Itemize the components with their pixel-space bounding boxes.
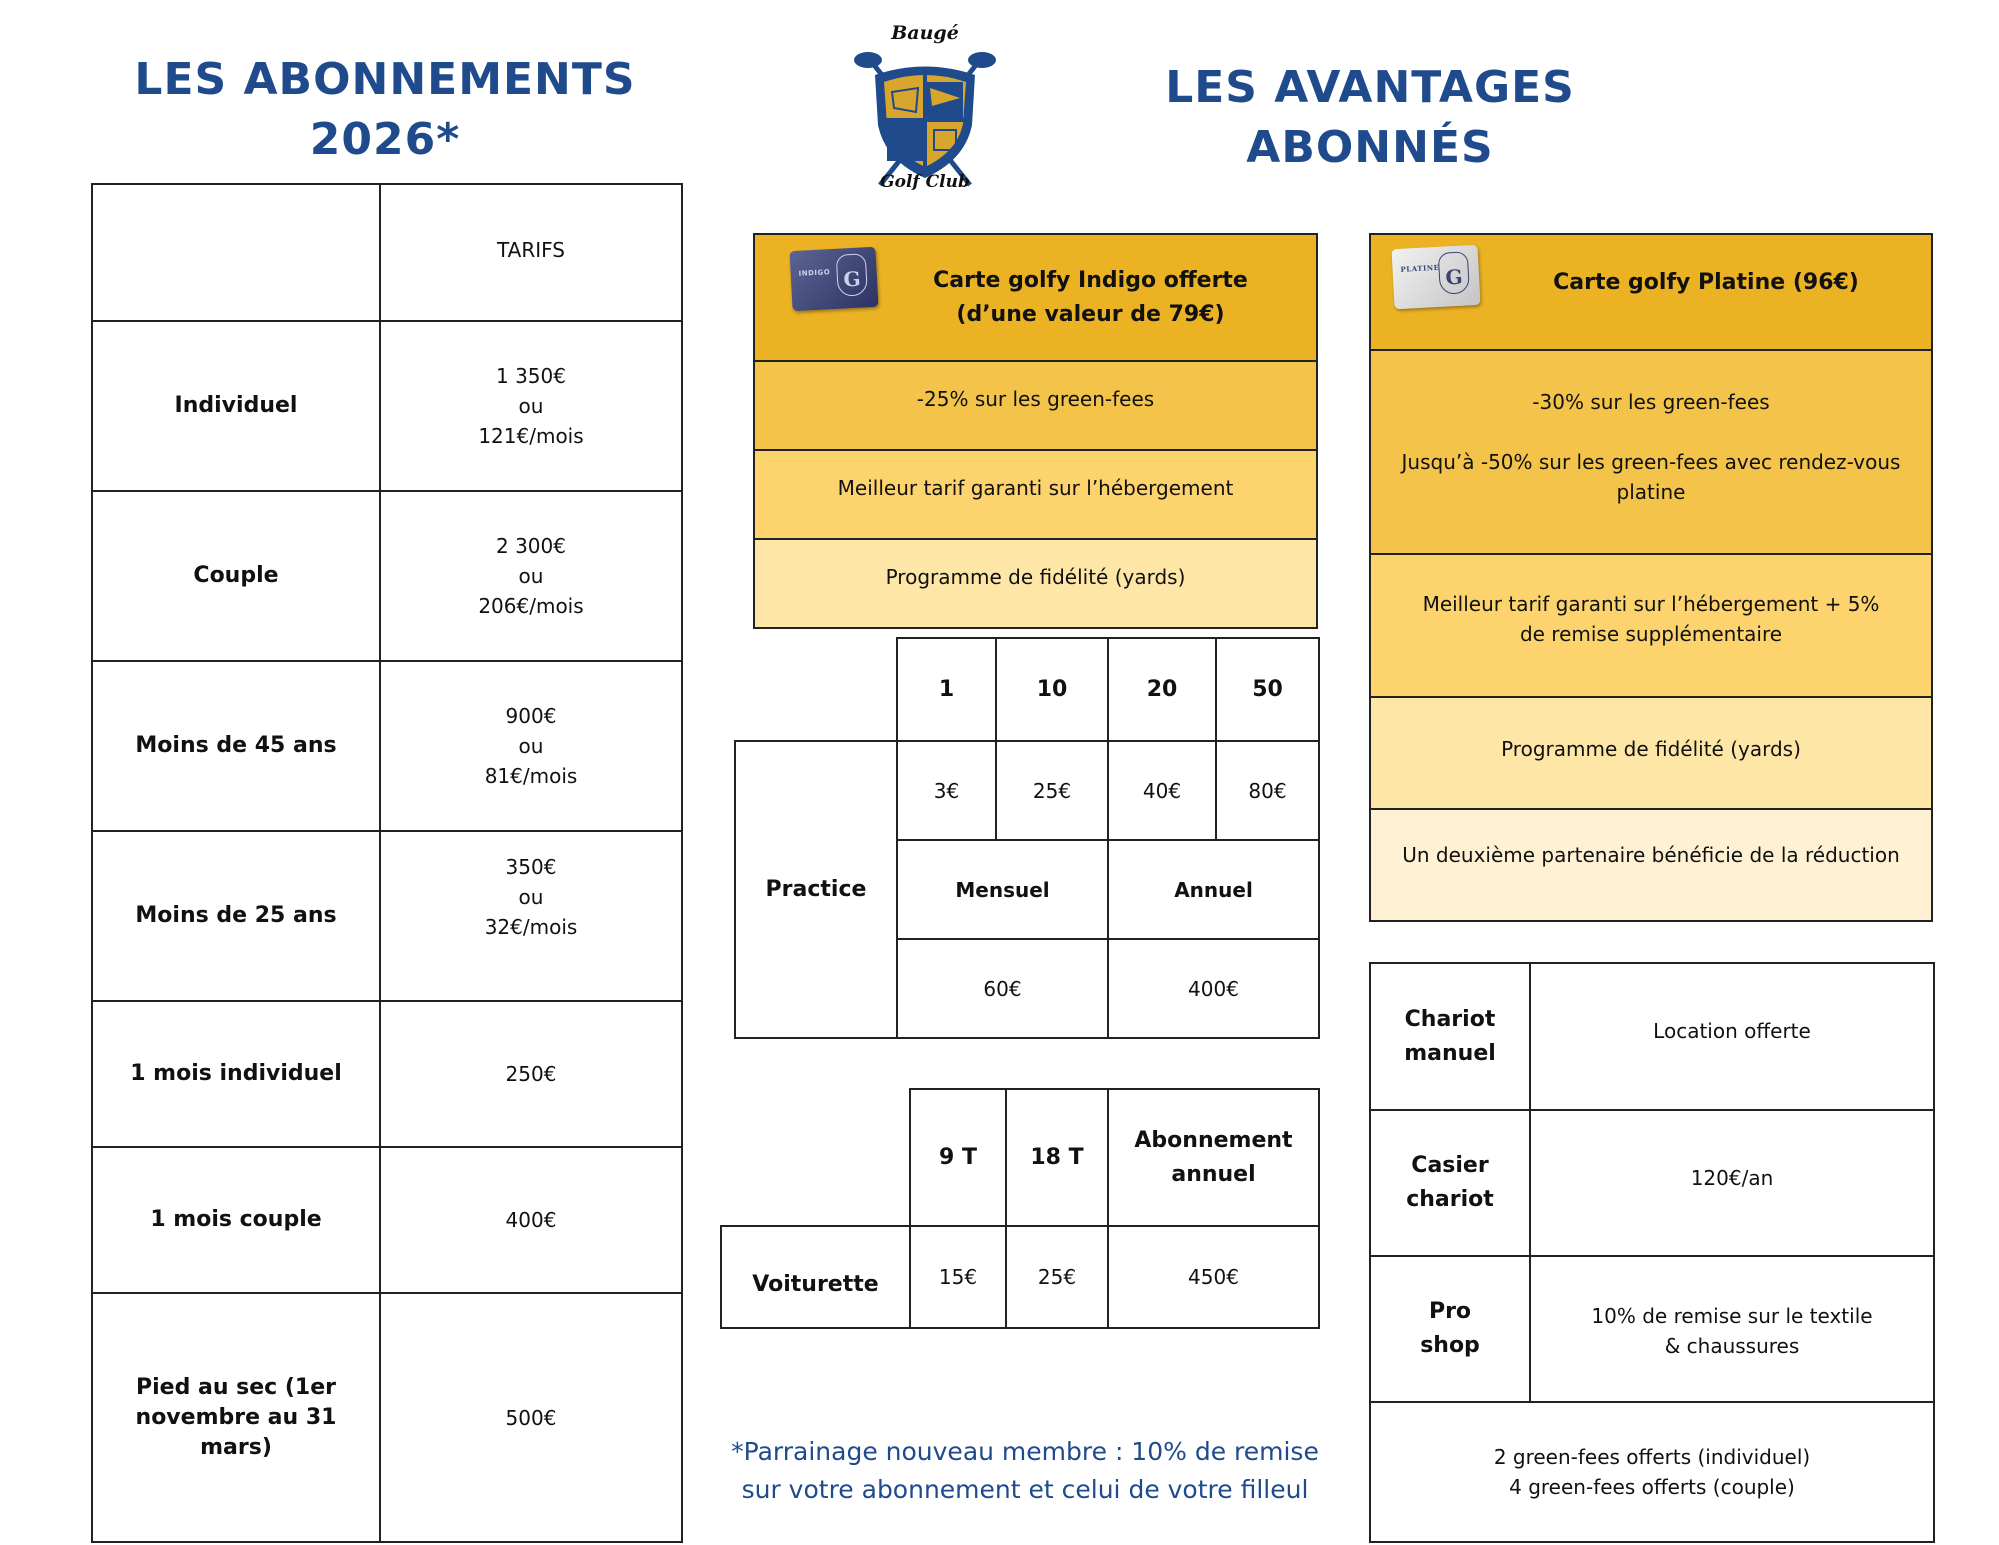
indigo-title-line2: (d’une valeur de 79€): [956, 301, 1225, 327]
price-annual: 1 350€: [496, 364, 566, 388]
plan-name: Annuel: [1108, 840, 1319, 939]
bucket-size: 50: [1216, 638, 1319, 741]
footnote-line1: *Parrainage nouveau membre : 10% de remise: [731, 1437, 1319, 1466]
platine-benefit-line: Jusqu’à -50% sur les green-fees avec rendez-vous platine: [1401, 450, 1901, 504]
platine-benefit-line: -30% sur les green-fees: [1532, 390, 1770, 414]
benefits-title-line1: LES AVANTAGES: [1165, 62, 1575, 113]
price-single: 500€: [505, 1405, 557, 1430]
practice-bucket-header-row: [735, 638, 1319, 741]
price-single: 250€: [505, 1062, 557, 1086]
platine-header: [1370, 234, 1932, 350]
subscriptions-title-line2: 2026*: [309, 114, 461, 165]
indigo-benefit-row: [754, 450, 1317, 539]
price-annual: 900€: [505, 704, 557, 728]
indigo-card-icon: [789, 247, 878, 311]
indigo-header-row: [754, 234, 1317, 361]
tarifs-header: [380, 184, 682, 321]
price-monthly: 121€/mois: [478, 424, 584, 448]
bucket-price: 25€: [996, 741, 1108, 840]
extras-footer-row: [1370, 1402, 1934, 1542]
indigo-benefit: Meilleur tarif garanti sur l’hébergement: [754, 450, 1317, 539]
price-or: ou: [518, 885, 544, 909]
subscriptions-title-line1: LES ABONNEMENTS: [134, 54, 636, 105]
bucket-size: 1: [897, 638, 996, 741]
table-row: [92, 1001, 682, 1147]
price-single: 400€: [505, 1208, 557, 1232]
golfy-g-icon: G: [836, 253, 868, 297]
platine-card-icon: [1391, 245, 1480, 309]
table-row: [92, 321, 682, 491]
row-price: [380, 321, 682, 491]
price-annual: 350€: [505, 855, 557, 879]
voiturette-price-row: [721, 1226, 1319, 1328]
logo-bottom-text: Golf Club: [880, 172, 970, 192]
benefits-title: [1120, 58, 1620, 178]
platine-benefit: Programme de fidélité (yards): [1370, 697, 1932, 809]
bucket-price: 40€: [1108, 741, 1216, 840]
subscriptions-table: [91, 183, 683, 1543]
extras-label: Chariot manuel: [1370, 963, 1530, 1110]
plan-name: Mensuel: [897, 840, 1108, 939]
extras-value: 120€/an: [1530, 1110, 1934, 1256]
voiturette-header: Abonnement annuel: [1108, 1089, 1319, 1226]
voiturette-header: 9 T: [910, 1089, 1006, 1226]
table-row: [92, 831, 682, 1001]
platine-benefit-row: [1370, 554, 1932, 697]
price-or: ou: [518, 394, 544, 418]
plan-price: 400€: [1108, 939, 1319, 1038]
extras-table: [1369, 962, 1935, 1543]
row-price: [380, 1001, 682, 1147]
green-fees-couple: 4 green-fees offerts (couple): [1509, 1475, 1795, 1499]
platine-benefit-row: [1370, 697, 1932, 809]
indigo-card-name: INDIGO: [798, 268, 831, 278]
voiturette-price: 15€: [910, 1226, 1006, 1328]
row-label: 1 mois individuel: [92, 1001, 380, 1147]
platine-benefit: Un deuxième partenaire bénéficie de la réduction: [1370, 809, 1932, 921]
indigo-benefit: Programme de fidélité (yards): [754, 539, 1317, 628]
indigo-benefit-row: [754, 539, 1317, 628]
voiturette-header: 18 T: [1006, 1089, 1108, 1226]
empty-cell: [721, 1089, 910, 1226]
tarifs-header-text: TARIFS: [497, 238, 565, 262]
price-monthly: 206€/mois: [478, 594, 584, 618]
indigo-benefit: -25% sur les green-fees: [754, 361, 1317, 450]
row-label: Moins de 45 ans: [92, 661, 380, 831]
referral-footnote: [725, 1433, 1325, 1509]
plan-price: 60€: [897, 939, 1108, 1038]
indigo-card-table: [753, 233, 1318, 629]
extras-label: Pro shop: [1370, 1256, 1530, 1402]
bucket-price: 3€: [897, 741, 996, 840]
practice-bucket-price-row: [735, 741, 1319, 840]
club-logo: [850, 20, 1000, 200]
platine-benefit-row: [1370, 350, 1932, 554]
platine-title: Carte golfy Platine (96€): [1553, 270, 1859, 295]
practice-table: [734, 637, 1320, 1039]
extras-value: Location offerte: [1530, 963, 1934, 1110]
platine-benefit: [1370, 350, 1932, 554]
voiturette-price: 450€: [1108, 1226, 1319, 1328]
row-price: [380, 831, 682, 1001]
golfy-g-icon: G: [1438, 251, 1470, 295]
subscriptions-title: [90, 50, 680, 170]
indigo-benefit-row: [754, 361, 1317, 450]
extras-row: [1370, 963, 1934, 1110]
price-monthly: 32€/mois: [484, 915, 578, 939]
practice-label: Practice: [735, 741, 897, 1038]
extras-footer: [1370, 1402, 1934, 1542]
bucket-size: 20: [1108, 638, 1216, 741]
row-label: Individuel: [92, 321, 380, 491]
row-label: Pied au sec (1er novembre au 31 mars): [92, 1293, 380, 1542]
table-row: [92, 661, 682, 831]
row-label: Couple: [92, 491, 380, 661]
price-or: ou: [518, 734, 544, 758]
table-row: [92, 1293, 682, 1542]
empty-header-cell: [92, 184, 380, 321]
extras-label: Casier chariot: [1370, 1110, 1530, 1256]
voiturette-price: 25€: [1006, 1226, 1108, 1328]
price-annual: 2 300€: [496, 534, 566, 558]
bucket-size: 10: [996, 638, 1108, 741]
green-fees-individual: 2 green-fees offerts (individuel): [1493, 1445, 1811, 1469]
extras-row: [1370, 1256, 1934, 1402]
row-price: [380, 491, 682, 661]
row-price: [380, 1293, 682, 1542]
indigo-title-line1: Carte golfy Indigo offerte: [933, 267, 1248, 293]
extras-row: [1370, 1110, 1934, 1256]
row-price: [380, 661, 682, 831]
indigo-header: [754, 234, 1317, 361]
price-or: ou: [518, 564, 544, 588]
bucket-price: 80€: [1216, 741, 1319, 840]
benefits-title-line2: ABONNÉS: [1246, 122, 1494, 173]
table-row: [92, 1147, 682, 1293]
platine-card-table: [1369, 233, 1933, 922]
voiturette-table: [720, 1088, 1320, 1329]
price-monthly: 81€/mois: [484, 764, 578, 788]
platine-benefit-row: [1370, 809, 1932, 921]
empty-cell: [735, 638, 897, 741]
platine-benefit: Meilleur tarif garanti sur l’hébergement + 5% de remise supplémentaire: [1370, 554, 1932, 697]
logo-top-text: Baugé: [891, 22, 959, 44]
row-label: Moins de 25 ans: [92, 831, 380, 1001]
footnote-line2: sur votre abonnement et celui de votre filleul: [741, 1475, 1309, 1504]
table-row: [92, 491, 682, 661]
row-label: 1 mois couple: [92, 1147, 380, 1293]
table-header-row: [92, 184, 682, 321]
row-price: [380, 1147, 682, 1293]
voiturette-header-row: [721, 1089, 1319, 1226]
voiturette-label: Voiturette: [721, 1226, 910, 1328]
platine-card-name: PLATINE: [1400, 262, 1440, 274]
platine-header-row: [1370, 234, 1932, 350]
extras-value: 10% de remise sur le textile & chaussures: [1530, 1256, 1934, 1402]
